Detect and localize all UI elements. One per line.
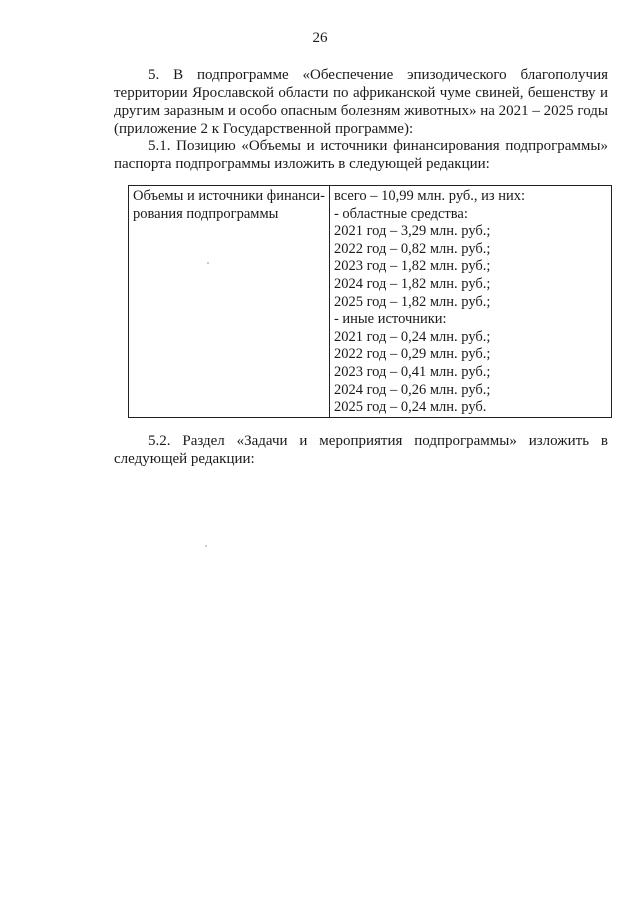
- page-number: 26: [312, 30, 328, 46]
- scan-speck: [205, 545, 207, 547]
- paragraph-tasks-section: 5.2. Раздел «Задачи и мероприятия подпрограммы» изложить в следующей редакции:: [114, 433, 608, 467]
- value-line: 2021 год – 0,24 млн. руб.;: [333, 328, 491, 345]
- label-line: Объемы и источники финанси-: [133, 188, 325, 204]
- financing-table: [128, 185, 612, 418]
- value-line: 2023 год – 1,82 млн. руб.;: [333, 258, 491, 275]
- value-line: 2022 год – 0,29 млн. руб.;: [333, 346, 491, 363]
- financing-values-cell: [329, 186, 611, 418]
- value-line: - иные источники:: [333, 311, 447, 328]
- value-line: 2025 год – 0,24 млн. руб.: [333, 399, 487, 416]
- paragraph-subprogram-intro: 5. В подпрограмме «Обеспечение эпизодического благополучия территории Ярославской области по африканской чуме свиней, бешенству и другим заразным и особо опасным болезням животных» на 2021 – 2025 годы (приложение 2 к Государственной программе):: [114, 67, 608, 137]
- value-line: 2022 год – 0,82 млн. руб.;: [333, 240, 491, 257]
- value-line: 2025 год – 1,82 млн. руб.;: [333, 293, 491, 310]
- value-line: - областные средства:: [333, 205, 468, 222]
- financing-label-cell: [129, 186, 330, 418]
- value-line: всего – 10,99 млн. руб., из них:: [333, 188, 526, 204]
- label-line: рования подпрограммы: [133, 205, 279, 222]
- value-line: 2024 год – 0,26 млн. руб.;: [333, 381, 491, 398]
- value-line: 2023 год – 0,41 млн. руб.;: [333, 363, 491, 380]
- scan-speck: [207, 262, 209, 264]
- table-row: [129, 186, 612, 418]
- value-line: 2021 год – 3,29 млн. руб.;: [333, 223, 491, 240]
- paragraph-position-change: 5.1. Позицию «Объемы и источники финансирования подпрограммы» паспорта подпрограммы изложить в следующей редакции:: [114, 138, 608, 172]
- value-line: 2024 год – 1,82 млн. руб.;: [333, 275, 491, 292]
